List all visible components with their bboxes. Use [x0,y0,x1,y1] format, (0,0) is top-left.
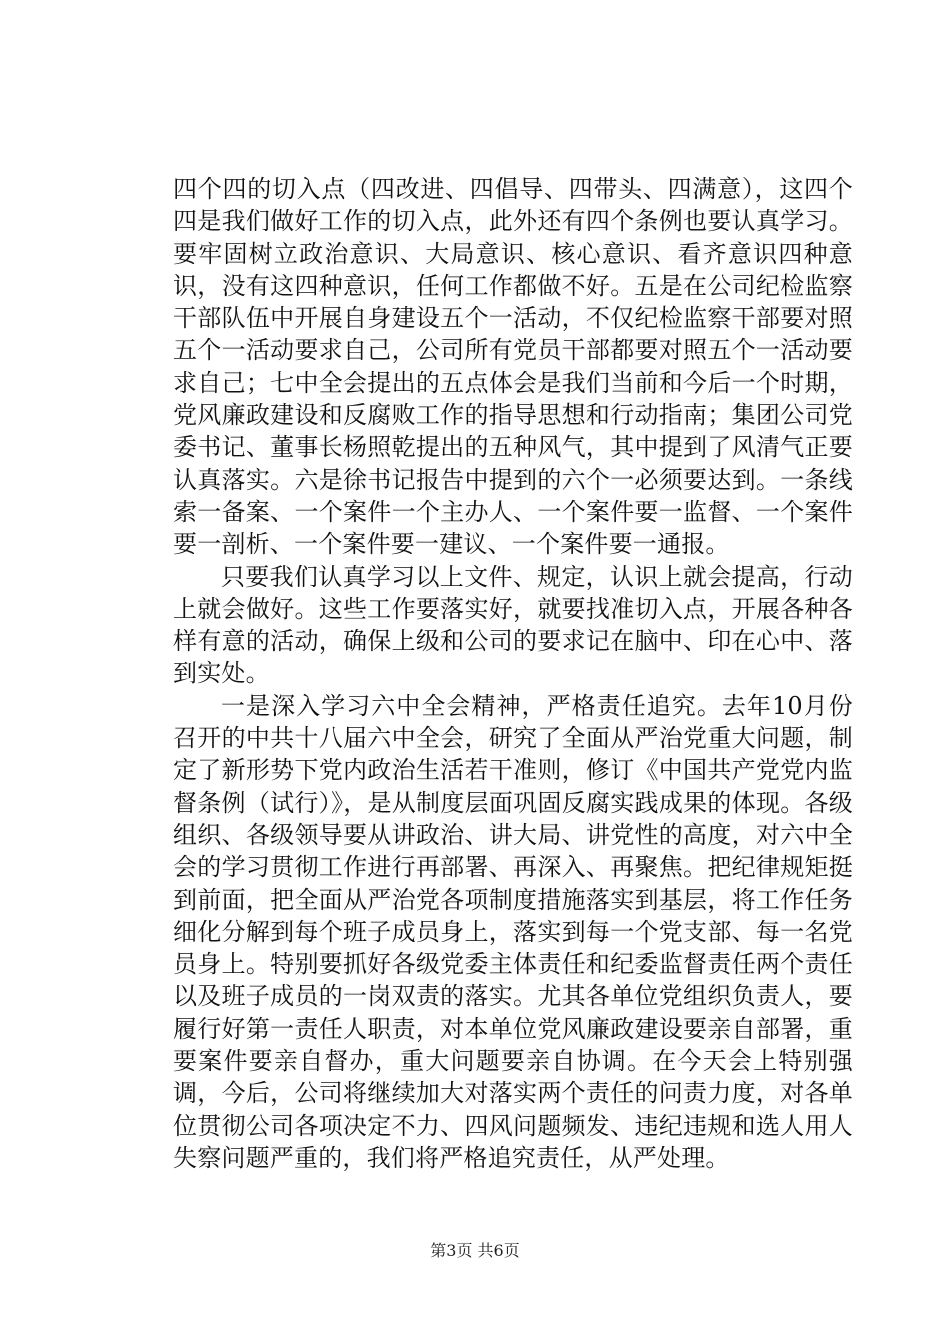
paragraph-1: 四个四的切入点（四改进、四倡导、四带头、四满意），这四个四是我们做好工作的切入点，此外还有四个条例也要认真学习。要牢固树立政治意识、大局意识、核心意识、看齐意识四种意识，没有这四种意识，任何工作都做不好。五是在公司纪检监察干部队伍中开展自身建设五个一活动，不仅纪检监察干部要对照五个一活动要求自己，公司所有党员干部都要对照五个一活动要求自己；七中全会提出的五点体会是我们当前和今后一个时期，党风廉政建设和反腐败工作的指导思想和行动指南；集团公司党委书记、董事长杨照乾提出的五种风气，其中提到了风清气正要认真落实。六是徐书记报告中提到的六个一必须要达到。一条线索一备案、一个案件一个主办人、一个案件要一监督、一个案件要一剖析、一个案件要一建议、一个案件要一通报。 [173,175,853,559]
paragraph-3: 一是深入学习六中全会精神，严格责任追究。去年10月份召开的中共十八届六中全会，研究了全面从严治党重大问题，制定了新形势下党内政治生活若干准则，修订《中国共产党党内监督条例（试行）》，是从制度层面巩固反腐实践成果的体现。各级组织、各级领导要从讲政治、讲大局、讲党性的高度，对六中全会的学习贯彻工作进行再部署、再深入、再聚焦。把纪律规矩挺到前面，把全面从严治党各项制度措施落实到基层，将工作任务细化分解到每个班子成员身上，落实到每一个党支部、每一名党员身上。特别要抓好各级党委主体责任和纪委监督责任两个责任以及班子成员的一岗双责的落实。尤其各单位党组织负责人，要履行好第一责任人职责，对本单位党风廉政建设要亲自部署，重要案件要亲自督办，重大问题要亲自协调。在今天会上特别强调，今后，公司将继续加大对落实两个责任的问责力度，对各单位贯彻公司各项决定不力、四风问题频发、违纪违规和选人用人失察问题严重的，我们将严格追究责任，从严处理。 [173,691,853,1172]
document-body [173,173,853,1174]
paragraph-2: 只要我们认真学习以上文件、规定，认识上就会提高，行动上就会做好。这些工作要落实好，就要找准切入点，开展各种各样有意的活动，确保上级和公司的要求记在脑中、印在心中、落到实处。 [173,562,853,688]
page-footer: 第3页 共6页 [430,1241,520,1260]
